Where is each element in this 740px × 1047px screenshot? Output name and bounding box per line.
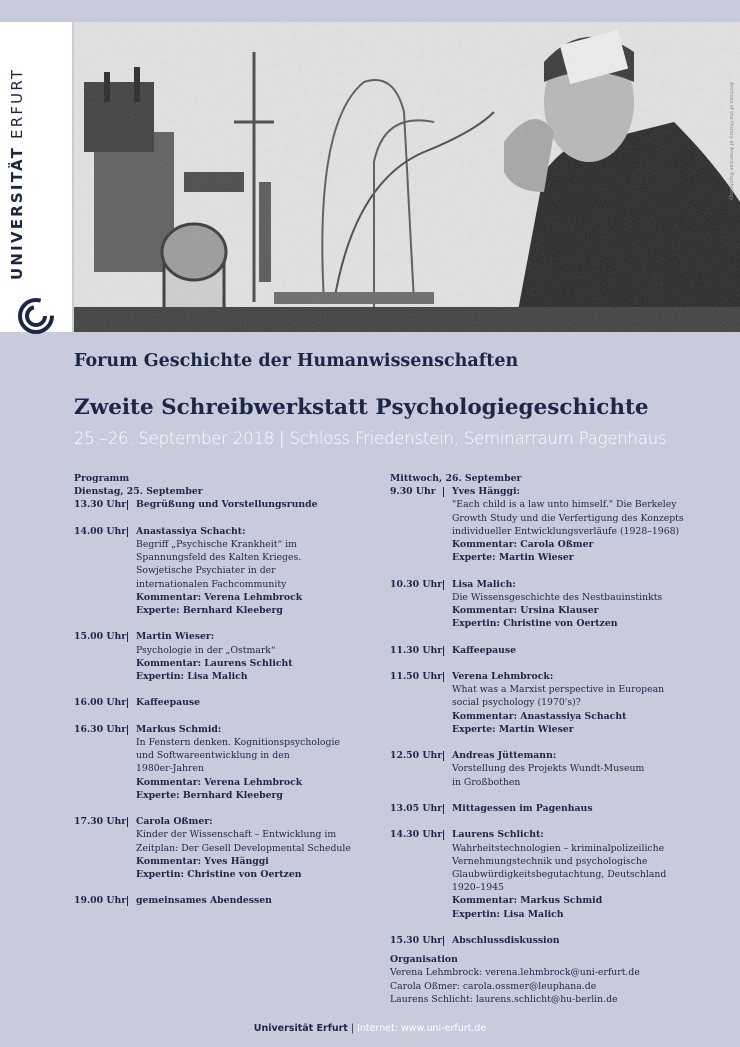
university-name-vertical — [8, 40, 26, 280]
event-role: Kommentar: Carola Oßmer — [452, 539, 594, 551]
event-time: 14.00 Uhr — [74, 525, 136, 617]
university-name-bold: UNIVERSITÄT — [8, 145, 26, 280]
organisation-section — [390, 953, 690, 1006]
organisation-contacts — [390, 966, 690, 1006]
event-title: Martin Wieser: — [136, 631, 215, 643]
program-event — [74, 525, 374, 617]
event-title: gemeinsames Abendessen — [136, 895, 272, 907]
day1-label: Dienstag, 25. September — [74, 486, 203, 498]
event-description: Vorstellung des Projekts Wundt-Museum — [452, 763, 645, 775]
footer-university: Universität Erfurt — [253, 1023, 348, 1034]
event-title: Mittagessen im Pagenhaus — [452, 803, 593, 814]
event-title: Abschlussdiskussion — [452, 935, 560, 946]
program-event — [390, 934, 690, 947]
program-event — [390, 578, 690, 631]
event-description: "Each child is a law unto himself." Die Berkeley — [452, 499, 677, 511]
event-title: Carola Oßmer: — [136, 816, 213, 828]
university-logo-icon — [16, 296, 56, 336]
event-body — [452, 828, 690, 920]
event-body — [136, 815, 374, 881]
event-time: 11.50 Uhr — [390, 670, 452, 736]
day2-event-list — [390, 485, 690, 947]
event-body — [136, 723, 374, 802]
event-body — [136, 498, 374, 511]
day2-label: Mittwoch, 26. September — [390, 473, 522, 484]
event-description: und Softwareentwicklung in den — [136, 750, 290, 762]
event-description: Vernehmungstechnik und psychologische — [452, 855, 648, 867]
event-title: Kaffeepause — [136, 697, 200, 709]
event-description: Begriff „Psychische Krankheit“ im — [136, 539, 297, 550]
event-body — [452, 934, 690, 947]
event-role: Experte: Martin Wieser — [452, 552, 574, 564]
event-description: What was a Marxist perspective in European — [452, 684, 665, 696]
event-role: Kommentar: Verena Lehmbrock — [136, 591, 303, 603]
event-description: internationalen Fachcommunity — [136, 578, 287, 590]
event-role: Kommentar: Markus Schmid — [452, 895, 603, 907]
program-event — [390, 644, 690, 657]
event-body — [136, 525, 374, 617]
event-gap — [74, 802, 374, 815]
page-title: Zweite Schreibwerkstatt Psychologiegeschichte — [74, 395, 649, 420]
event-gap — [390, 815, 690, 828]
event-time: 16.30 Uhr — [74, 723, 136, 802]
event-body — [136, 894, 374, 907]
event-description: Glaubwürdigkeitsbegutachtung, Deutschland — [452, 869, 667, 880]
event-description: Spannungsfeld des Kalten Krieges. — [136, 552, 302, 564]
event-title: Begrüßung und Vorstellungsrunde — [136, 499, 318, 511]
event-description: In Fenstern denken. Kognitionspsychologie — [136, 737, 340, 748]
event-title: Lisa Malich: — [452, 578, 516, 590]
program-event — [74, 696, 374, 709]
program-column-day2 — [390, 472, 690, 1006]
event-gap — [74, 710, 374, 723]
event-role: Experte: Bernhard Kleeberg — [136, 605, 283, 617]
event-gap — [74, 683, 374, 696]
event-time: 13.05 Uhr — [390, 802, 452, 815]
event-time: 15.00 Uhr — [74, 630, 136, 683]
day1-event-list — [74, 498, 374, 907]
university-sidebar — [0, 22, 72, 332]
event-role: Kommentar: Ursina Klauser — [452, 605, 599, 617]
event-role: Kommentar: Yves Hänggi — [136, 855, 269, 867]
event-body — [136, 630, 374, 683]
university-name-light: ERFURT — [8, 67, 26, 139]
event-role: Experte: Martin Wieser — [452, 723, 574, 735]
footer-url-link[interactable]: www.uni-erfurt.de — [401, 1023, 487, 1034]
event-title: Kaffeepause — [452, 644, 516, 656]
forum-title: Forum Geschichte der Humanwissenschaften — [74, 351, 519, 371]
program-label: Programm — [74, 473, 130, 484]
event-title: Markus Schmid: — [136, 723, 222, 735]
event-description: Zeitplan: Der Gesell Developmental Schedule — [136, 842, 351, 854]
event-gap — [390, 789, 690, 802]
event-title: Yves Hänggi: — [452, 486, 520, 498]
program-event — [390, 670, 690, 736]
event-date-location: 25.–26. September 2018 | Schloss Friedenstein, Seminarraum Pagenhaus — [74, 429, 667, 448]
event-title: Verena Lehmbrock: — [452, 671, 554, 682]
event-time: 14.30 Uhr — [390, 828, 452, 920]
event-gap — [74, 512, 374, 525]
organisation-contact: Carola Oßmer: carola.ossmer@leuphana.de — [390, 980, 597, 992]
event-role: Kommentar: Laurens Schlicht — [136, 657, 293, 669]
event-time: 12.50 Uhr — [390, 749, 452, 789]
event-gap — [390, 736, 690, 749]
event-description: Growth Study und die Verfertigung des Konzepts — [452, 512, 684, 524]
event-body — [452, 749, 690, 789]
event-role: Expertin: Christine von Oertzen — [452, 618, 618, 630]
program-event — [390, 828, 690, 920]
event-gap — [74, 881, 374, 894]
event-time: 9.30 Uhr — [390, 485, 452, 564]
footer-separator: | — [347, 1023, 358, 1034]
event-description: 1980er-Jahren — [136, 763, 204, 775]
event-description: individueller Entwicklungsverläufe (1928–1968) — [452, 525, 680, 537]
event-description: Kinder der Wissenschaft – Entwicklung im — [136, 829, 337, 841]
event-description: 1920–1945 — [452, 882, 504, 894]
event-role: Kommentar: Verena Lehmbrock — [136, 776, 303, 788]
event-gap — [74, 617, 374, 630]
event-description: Psychologie in der „Ostmark“ — [136, 644, 276, 656]
organisation-contact: Verena Lehmbrock: verena.lehmbrock@uni-erfurt.de — [390, 967, 640, 979]
event-role: Expertin: Christine von Oertzen — [136, 869, 302, 881]
event-role: Expertin: Lisa Malich — [136, 671, 248, 683]
event-description: in Großbothen — [452, 776, 521, 788]
event-gap — [390, 921, 690, 934]
event-time: 11.30 Uhr — [390, 644, 452, 657]
program-event — [74, 723, 374, 802]
event-role: Experte: Bernhard Kleeberg — [136, 789, 283, 801]
event-role: Expertin: Lisa Malich — [452, 908, 564, 920]
event-body — [452, 485, 690, 564]
event-body — [452, 802, 690, 815]
event-title: Laurens Schlicht: — [452, 829, 544, 841]
event-time: 15.30 Uhr — [390, 934, 452, 947]
event-time: 19.00 Uhr — [74, 894, 136, 907]
event-body — [136, 696, 374, 709]
event-time: 17.30 Uhr — [74, 815, 136, 881]
photo-credit: Archives of the History of American Psychology — [728, 82, 734, 201]
program-event — [390, 749, 690, 789]
footer-internet-label: Internet: — [357, 1023, 402, 1034]
scientist-apparatus-photo — [74, 22, 740, 332]
event-time: 16.00 Uhr — [74, 696, 136, 709]
event-body — [452, 670, 690, 736]
organisation-label: Organisation — [390, 954, 458, 966]
organisation-contact: Laurens Schlicht: laurens.schlicht@hu-berlin.de — [390, 993, 618, 1005]
footer — [0, 1023, 740, 1034]
event-time: 13.30 Uhr — [74, 498, 136, 511]
event-gap — [390, 657, 690, 670]
program-event — [74, 498, 374, 511]
event-description: Wahrheitstechnologien – kriminalpolizeiliche — [452, 842, 665, 854]
program-event — [74, 630, 374, 683]
historical-photo — [74, 22, 740, 332]
event-gap — [390, 564, 690, 577]
event-gap — [390, 630, 690, 643]
program-column-day1 — [74, 472, 374, 908]
event-title: Anastassiya Schacht: — [136, 525, 246, 537]
program-event — [390, 485, 690, 564]
event-description: Sowjetische Psychiater in der — [136, 565, 276, 577]
program-event — [390, 802, 690, 815]
event-description: social psychology (1970's)? — [452, 697, 581, 709]
event-role: Kommentar: Anastassiya Schacht — [452, 710, 627, 722]
event-time: 10.30 Uhr — [390, 578, 452, 631]
event-body — [452, 578, 690, 631]
event-body — [452, 644, 690, 657]
event-description: Die Wissensgeschichte des Nestbauinstinkts — [452, 591, 663, 603]
event-title: Andreas Jüttemann: — [452, 750, 557, 762]
program-event — [74, 894, 374, 907]
program-event — [74, 815, 374, 881]
